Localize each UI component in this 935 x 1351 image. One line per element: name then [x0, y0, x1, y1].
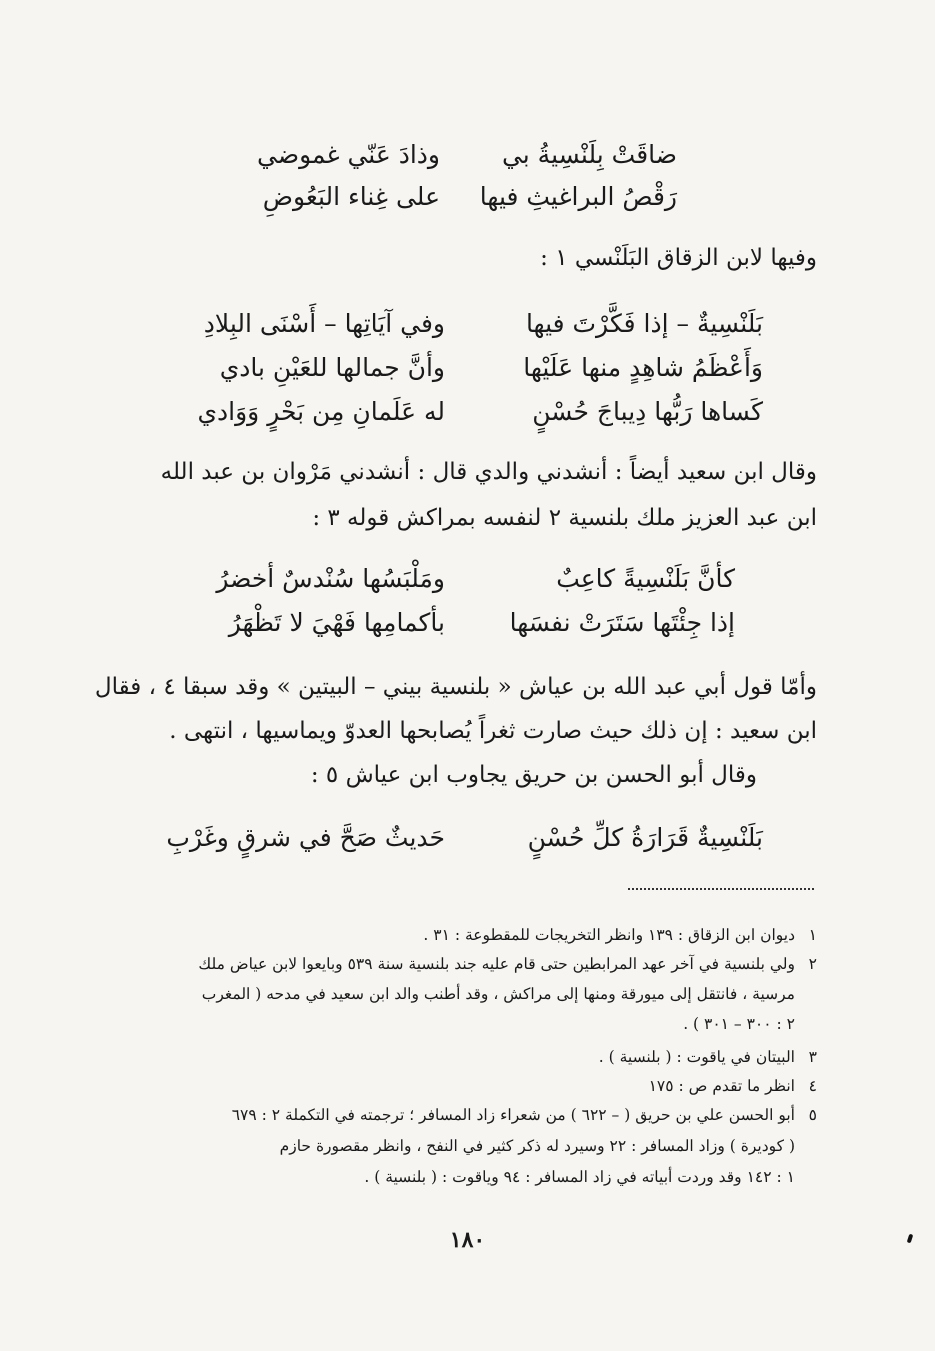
footnote-text: البيتان في ياقوت : ( بلنسية ) .: [598, 1048, 795, 1066]
footnote-text: أبو الحسن علي بن حريق ( – ٦٢٢ ) من شعراء زاد المسافر ؛ ترجمته في التكملة ٢ : ٦٧٩: [231, 1106, 795, 1124]
footnote-number: ٤: [808, 1077, 817, 1095]
poem2-line1-right-hemistich: بَلَنْسِيةٌ – إذا فَكَّرْتَ فيها: [525, 309, 763, 338]
footnote-text: ولي بلنسية في آخر عهد المرابطين حتى قام عليه جند بلنسية سنة ٥٣٩ وبايعوا لابن عياض ملك: [198, 955, 795, 973]
paragraph2-line2: ابن سعيد : إن ذلك حيث صارت ثغراً يُصابحها العدوّ ويماسيها ، انتهى .: [169, 718, 817, 744]
intro-ibn-zaqqaq: وفيها لابن الزقاق البَلَنْسي ١ :: [540, 245, 817, 271]
footnote-number: ١: [808, 926, 817, 944]
footnote-separator: [628, 888, 814, 890]
poem1-line1-left-hemistich: وذادَ عَنّي غموضي: [257, 140, 440, 169]
footnote-number: ٥: [808, 1106, 817, 1124]
paragraph2-line3: وقال أبو الحسن بن حريق يجاوب ابن عياش ٥ :: [310, 762, 757, 788]
paragraph1-line1: وقال ابن سعيد أيضاً : أنشدني والدي قال : أنشدني مَرْوان بن عبد الله: [160, 459, 817, 485]
poem2-line2-left-hemistich: وأنَّ جمالها للعَيْنِ بادي: [219, 353, 445, 382]
footnote-text: انظر ما تقدم ص : ١٧٥: [648, 1077, 795, 1095]
poem2-line3-left-hemistich: له عَلَمانِ مِن بَحْرٍ وَوَادي: [197, 397, 445, 426]
poem1-line2-right-hemistich: رَقْصُ البراغيثِ فيها: [479, 182, 677, 211]
footnote-5-line3: ١ : ١٤٢ وقد وردت أبياته في زاد المسافر : ٩٤ وياقوت : ( بلنسية ) .: [364, 1168, 795, 1186]
paragraph1-line2: ابن عبد العزيز ملك بلنسية ٢ لنفسه بمراكش قوله ٣ :: [312, 505, 817, 531]
poem3-line2-left-hemistich: بأكمامِها فَهْيَ لا تَظْهَرُ: [228, 608, 445, 637]
footnote-2-line2: مرسية ، فانتقل إلى ميورقة ومنها إلى مراكش ، وقد أطنب والد ابن سعيد في مدحه ( المغرب: [201, 985, 795, 1003]
footnote-number: ٢: [808, 955, 817, 973]
footnote-number: ٣: [808, 1048, 817, 1066]
poem1-line1-right-hemistich: ضاقَتْ بِلَنْسِيةُ بي: [501, 140, 677, 169]
page-number: ١٨٠: [449, 1227, 486, 1253]
poem3-line1-left-hemistich: ومَلْبَسُها سُنْدسٌ أخضرُ: [216, 564, 445, 593]
poem4-line1-left-hemistich: حَديثٌ صَحَّ في شرقٍ وغَرْبِ: [166, 823, 445, 852]
poem1-line2-left-hemistich: على غِناء البَعُوضِ: [262, 182, 440, 211]
footnote-1: [423, 928, 817, 944]
paragraph2-line1: وأمّا قول أبي عبد الله بن عياش « بلنسية بيني – البيتين » وقد سبقا ٤ ، فقال: [94, 674, 817, 700]
footnote-text: ديوان ابن الزقاق : ١٣٩ وانظر التخريجات للمقطوعة : ٣١ .: [423, 926, 795, 944]
footnote-5-line1: [232, 1108, 817, 1124]
footnote-5-line2: ( كوديرة ) وزاد المسافر : ٢٢ وسيرد له ذكر كثير في النفح ، وانظر مقصورة حازم: [279, 1137, 795, 1155]
footnote-3: [599, 1050, 817, 1066]
poem3-line2-right-hemistich: إذا جِئْتَها سَتَرَتْ نفسَها: [509, 608, 735, 637]
poem2-line1-left-hemistich: وفي آيَاتِها – أَسْنَى البِلادِ: [203, 309, 445, 338]
poem2-line3-right-hemistich: كَساها رَبُّها دِيباجَ حُسْنٍ: [532, 397, 763, 426]
poem4-line1-right-hemistich: بَلَنْسِيةٌ قَرَارَةُ كلِّ حُسْنٍ: [527, 823, 763, 852]
poem2-line2-right-hemistich: وَأَعْظَمُ شاهِدٍ منها عَلَيْها: [523, 353, 763, 382]
footnote-2-line3: ٢ : ٣٠٠ – ٣٠١ ) .: [683, 1015, 795, 1033]
footnote-4: [649, 1079, 817, 1095]
footnote-2-line1: [198, 957, 817, 973]
poem3-line1-right-hemistich: كأنَّ بَلَنْسِيةً كاعِبٌ: [556, 564, 735, 593]
